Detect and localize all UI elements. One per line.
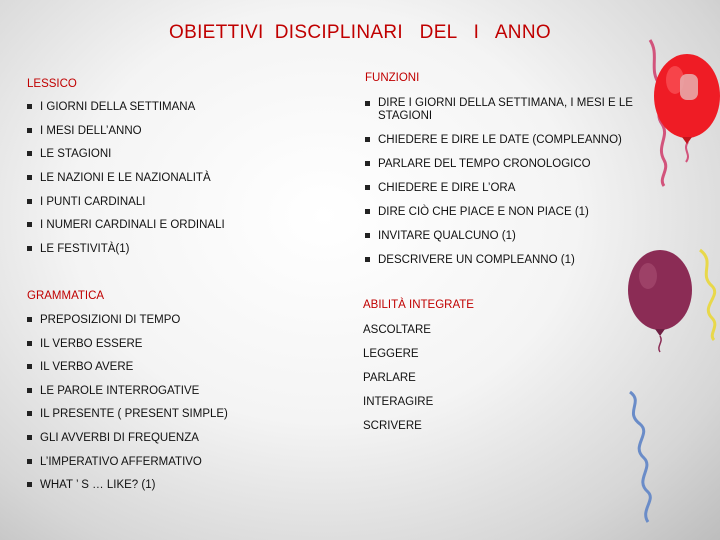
list-item: I PUNTI CARDINALI [27,195,307,209]
list-item: DESCRIVERE UN COMPLEANNO (1) [365,253,645,267]
page-title: OBIETTIVI DISCIPLINARI DEL I ANNO [169,22,551,43]
list-item: ASCOLTARE [363,324,431,336]
purple-balloon-icon [628,250,692,352]
list-item: LE FESTIVITÀ(1) [27,242,307,256]
list-item: CHIEDERE E DIRE LE DATE (COMPLEANNO) [365,133,645,147]
red-balloon-icon [650,40,720,186]
list-item: PARLARE DEL TEMPO CRONOLOGICO [365,157,645,171]
list-item: GLI AVVERBI DI FREQUENZA [27,431,307,445]
list-item: INVITARE QUALCUNO (1) [365,229,645,243]
list-item: LEGGERE [363,348,419,360]
list-item: LE STAGIONI [27,147,307,161]
list-item: I GIORNI DELLA SETTIMANA [27,100,307,114]
list-item: PREPOSIZIONI DI TEMPO [27,313,307,327]
grammatica-heading: GRAMMATICA [27,290,105,302]
abilita-heading: ABILITÀ INTEGRATE [363,299,474,311]
list-item: DIRE CIÒ CHE PIACE E NON PIACE (1) [365,205,645,219]
list-item: LE PAROLE INTERROGATIVE [27,384,307,398]
lessico-heading: LESSICO [27,78,77,90]
blue-string-icon [630,392,650,522]
list-item: IL VERBO ESSERE [27,337,307,351]
list-item: LE NAZIONI E LE NAZIONALITÀ [27,171,307,185]
list-item: INTERAGIRE [363,396,434,408]
list-item: CHIEDERE E DIRE L’ORA [365,181,645,195]
list-item: IL VERBO AVERE [27,360,307,374]
list-item: DIRE I GIORNI DELLA SETTIMANA, I MESI E LE STAGIONI [365,97,645,123]
list-item: WHAT ’ S … LIKE? (1) [27,478,307,492]
list-item: L’IMPERATIVO AFFERMATIVO [27,455,307,469]
list-item: SCRIVERE [363,420,422,432]
yellow-string-icon [700,250,715,340]
funzioni-heading: FUNZIONI [365,72,420,84]
list-item: I NUMERI CARDINALI E ORDINALI [27,218,307,232]
list-item: IL PRESENTE ( PRESENT SIMPLE) [27,407,307,421]
list-item: PARLARE [363,372,416,384]
list-item: I MESI DELL’ANNO [27,124,307,138]
